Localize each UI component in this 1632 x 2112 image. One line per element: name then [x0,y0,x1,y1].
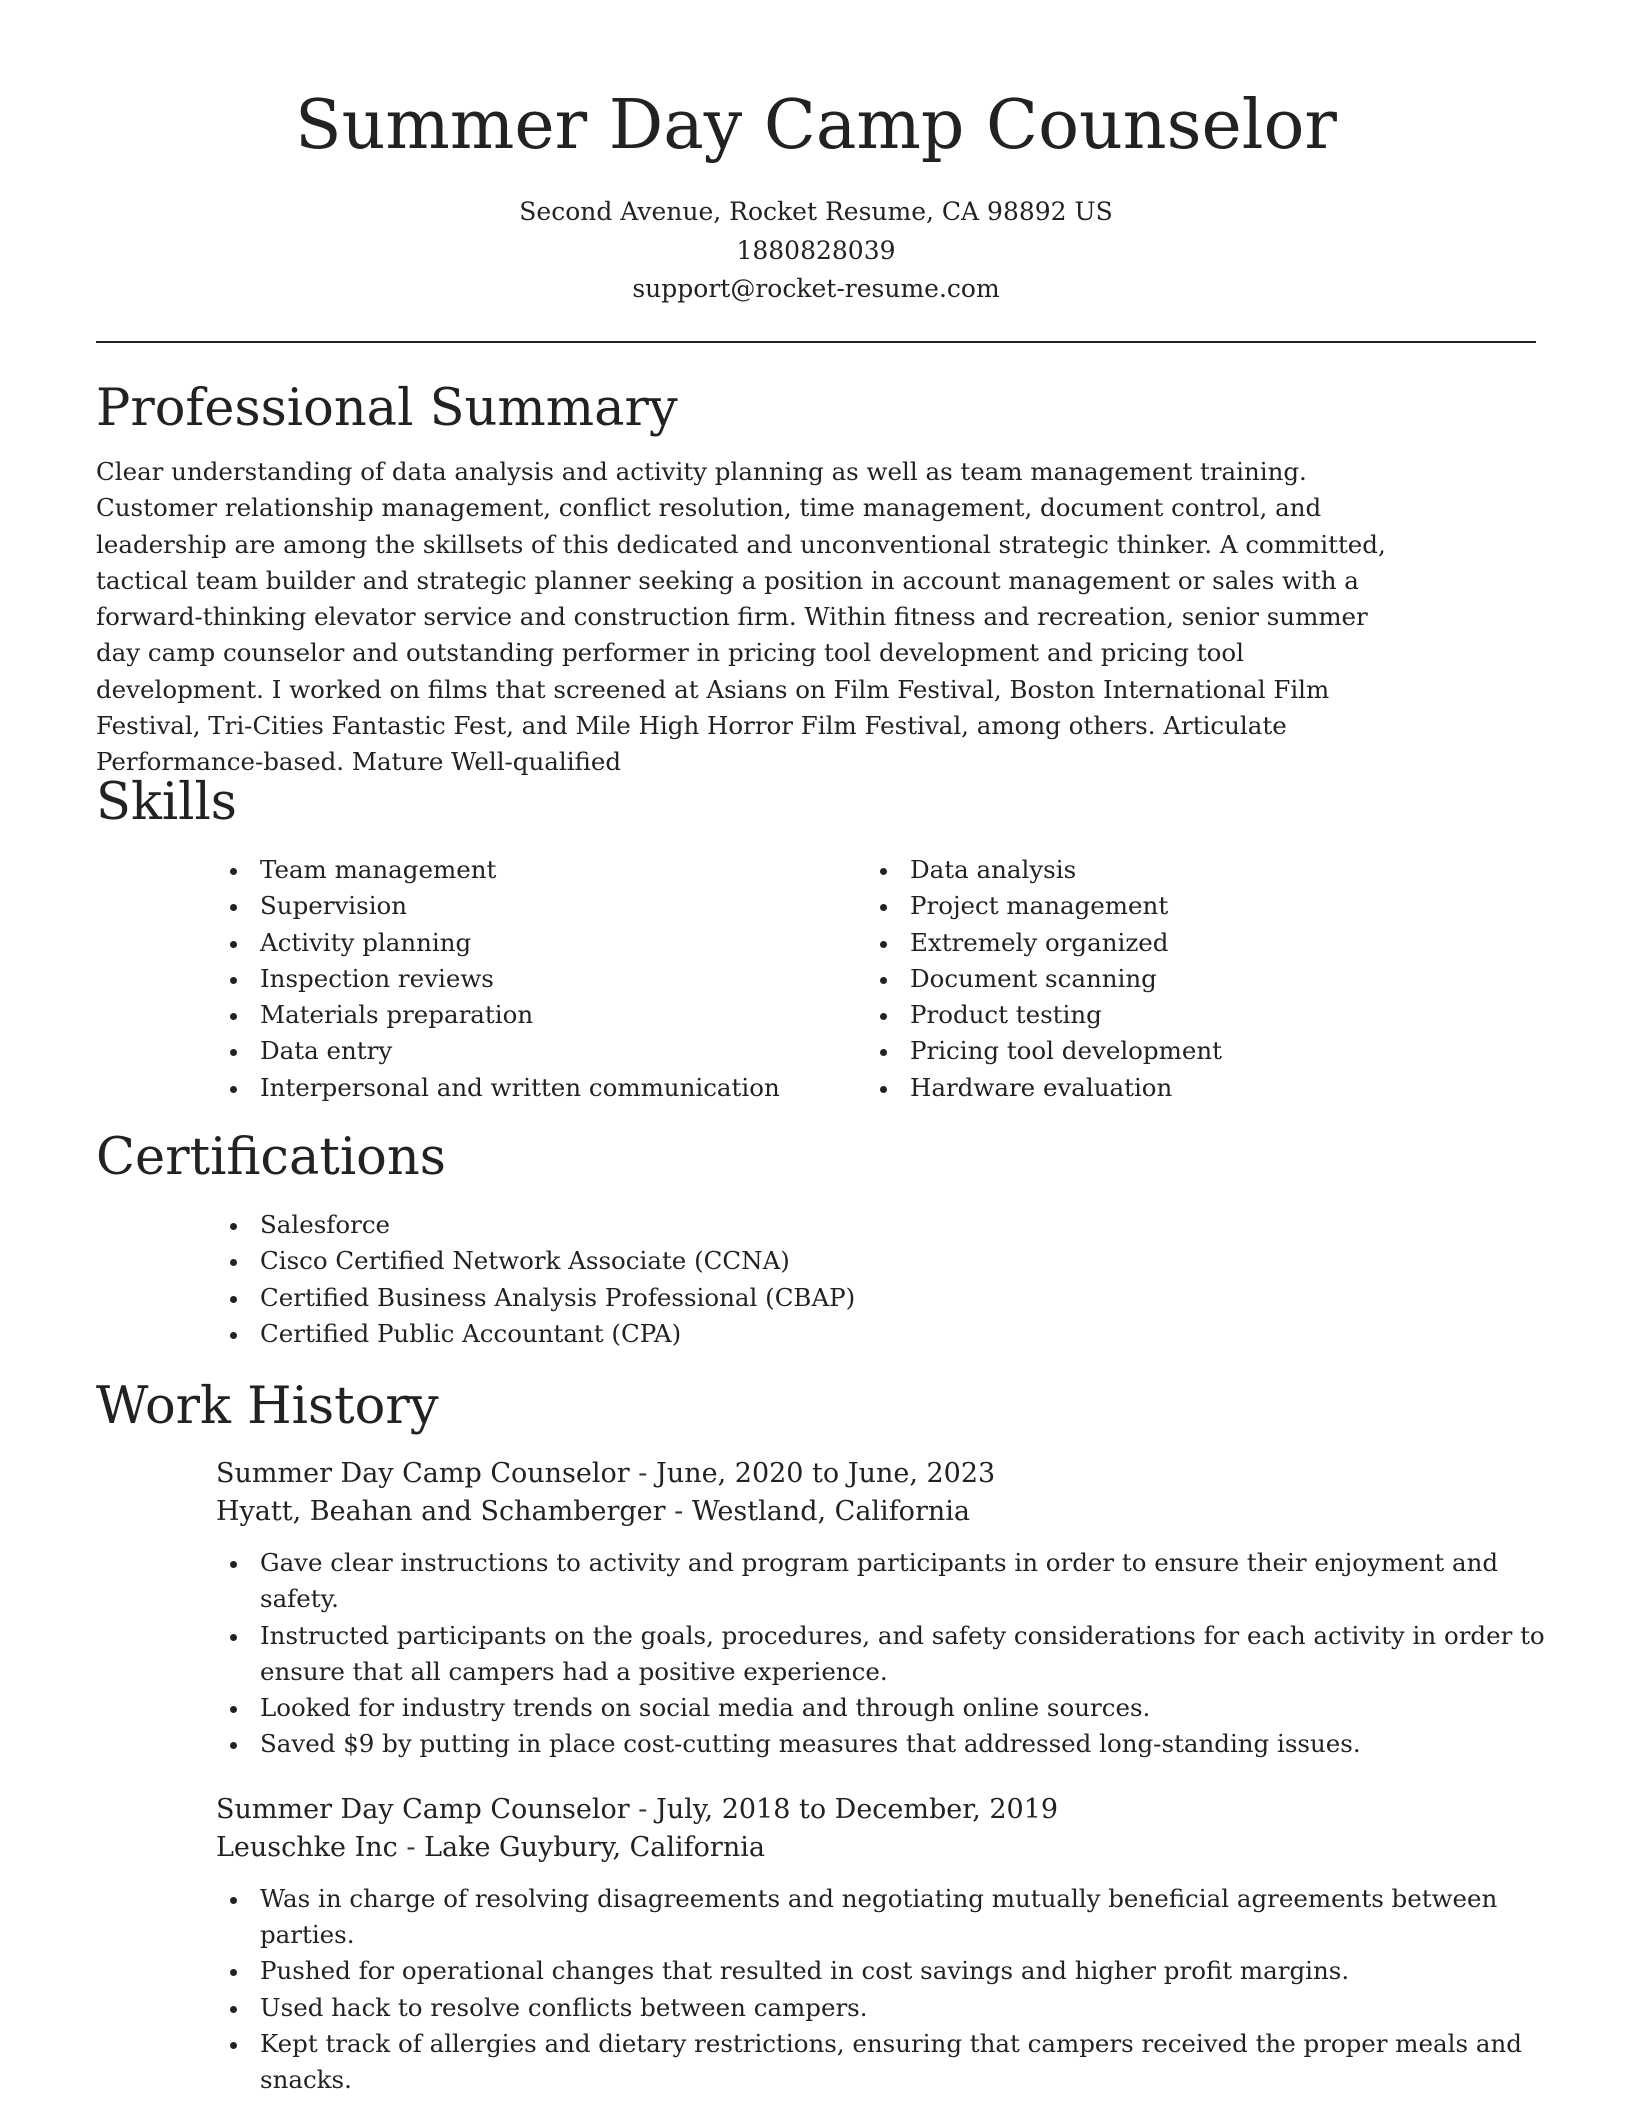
job-company: Hyatt, Beahan and Schamberger [216,1496,666,1527]
skills-heading: Skills [96,773,237,832]
job-bullet: Used hack to resolve conflicts between campers. [216,1990,1556,2026]
contact-address: Second Avenue, Rocket Resume, CA 98892 US [519,197,1113,226]
certifications-section [96,1128,1536,1352]
job-dates: July, 2018 to December, 2019 [656,1793,1059,1825]
certification-item: Salesforce [216,1207,1536,1243]
contact-phone: 1880828039 [736,235,896,265]
job-separator: - [674,1496,684,1527]
skill-item: Materials preparation [216,997,866,1033]
certifications-list [216,1207,1536,1352]
header-divider [96,341,1536,343]
job-entry [216,1791,1536,2099]
work-history-section [96,1377,1545,2099]
job-location: Westland, California [691,1496,970,1527]
job-bullet: Saved $9 by putting in place cost-cutting measures that addressed long-standing issues. [216,1726,1556,1762]
skill-item: Data entry [216,1033,866,1069]
skill-item: Supervision [216,888,866,924]
certification-item: Cisco Certified Network Associate (CCNA) [216,1243,1536,1279]
job-bullet: Kept track of allergies and dietary restrictions, ensuring that campers received the proper meals and snacks. [216,2026,1556,2099]
skill-item: Document scanning [866,961,1516,997]
job-bullet: Looked for industry trends on social media and through online sources. [216,1690,1556,1726]
job-title-line [216,1455,1536,1493]
skill-item: Inspection reviews [216,961,866,997]
skill-item: Product testing [866,997,1516,1033]
job-separator: - [406,1831,416,1863]
job-company-line [216,1829,1536,1867]
skill-item: Hardware evaluation [866,1070,1516,1106]
contact-email: support@rocket-resume.com [632,274,1000,303]
skills-columns [216,852,1536,1106]
job-title-line [216,1791,1536,1829]
job-bullet: Gave clear instructions to activity and program participants in order to ensure their enjoyment and safety. [216,1545,1556,1618]
skill-item: Activity planning [216,925,866,961]
job-entry [216,1455,1545,1763]
skill-item: Team management [216,852,866,888]
job-title: Summer Day Camp Counselor [216,1458,630,1489]
job-company-line [216,1493,1536,1531]
skill-item: Interpersonal and written communication [216,1070,866,1106]
job-bullets [216,1545,1556,1763]
skills-section [96,773,1536,1106]
job-separator: - [638,1458,648,1489]
summary-text: Clear understanding of data analysis and activity planning as well as team management training. Customer relationship management, conflict resolution, time management, document control, and leadership are among the skillsets of this dedicated and unconventional strategic thinker. A committed, tactical team builder and strategic planner seeking a position in account management or sales with a forward-thinking elevator service and construction firm. Within fitness and recreation, senior summer day camp counselor and outstanding performer in pricing tool development and pricing tool development. I worked on films that screened at Asians on Film Festival, Boston International Film Festival, Tri-Cities Fantastic Fest, and Mile High Horror Film Festival, among others. Articulate Performance-based. Mature Well-qualified [96,457,1386,777]
summary-section [96,379,1536,781]
job-dates: June, 2020 to June, 2023 [656,1458,996,1489]
job-location: Lake Guybury, California [424,1831,765,1863]
certification-item: Certified Business Analysis Professional (CBAP) [216,1280,1536,1316]
job-bullet: Pushed for operational changes that resulted in cost savings and higher profit margins. [216,1953,1556,1989]
candidate-name: Summer Day Camp Counselor [295,86,1337,165]
skill-item: Extremely organized [866,925,1516,961]
work-history-heading: Work History [96,1377,439,1436]
job-bullet: Was in charge of resolving disagreements and negotiating mutually beneficial agreements between parties. [216,1881,1556,1954]
job-bullets [216,1881,1556,2099]
job-separator: - [638,1793,648,1825]
certification-item: Certified Public Accountant (CPA) [216,1316,1536,1352]
job-bullet: Instructed participants on the goals, procedures, and safety considerations for each activity in order to ensure that all campers had a positive experience. [216,1618,1556,1691]
certifications-heading: Certifications [96,1128,446,1187]
summary-heading: Professional Summary [96,379,678,438]
skill-item: Pricing tool development [866,1033,1516,1069]
skill-item: Data analysis [866,852,1516,888]
skills-list-left [216,852,866,1106]
skill-item: Project management [866,888,1516,924]
contact-info [0,193,1632,309]
job-company: Leuschke Inc [216,1831,398,1863]
skills-list-right [866,852,1516,1106]
job-title: Summer Day Camp Counselor [216,1793,630,1825]
